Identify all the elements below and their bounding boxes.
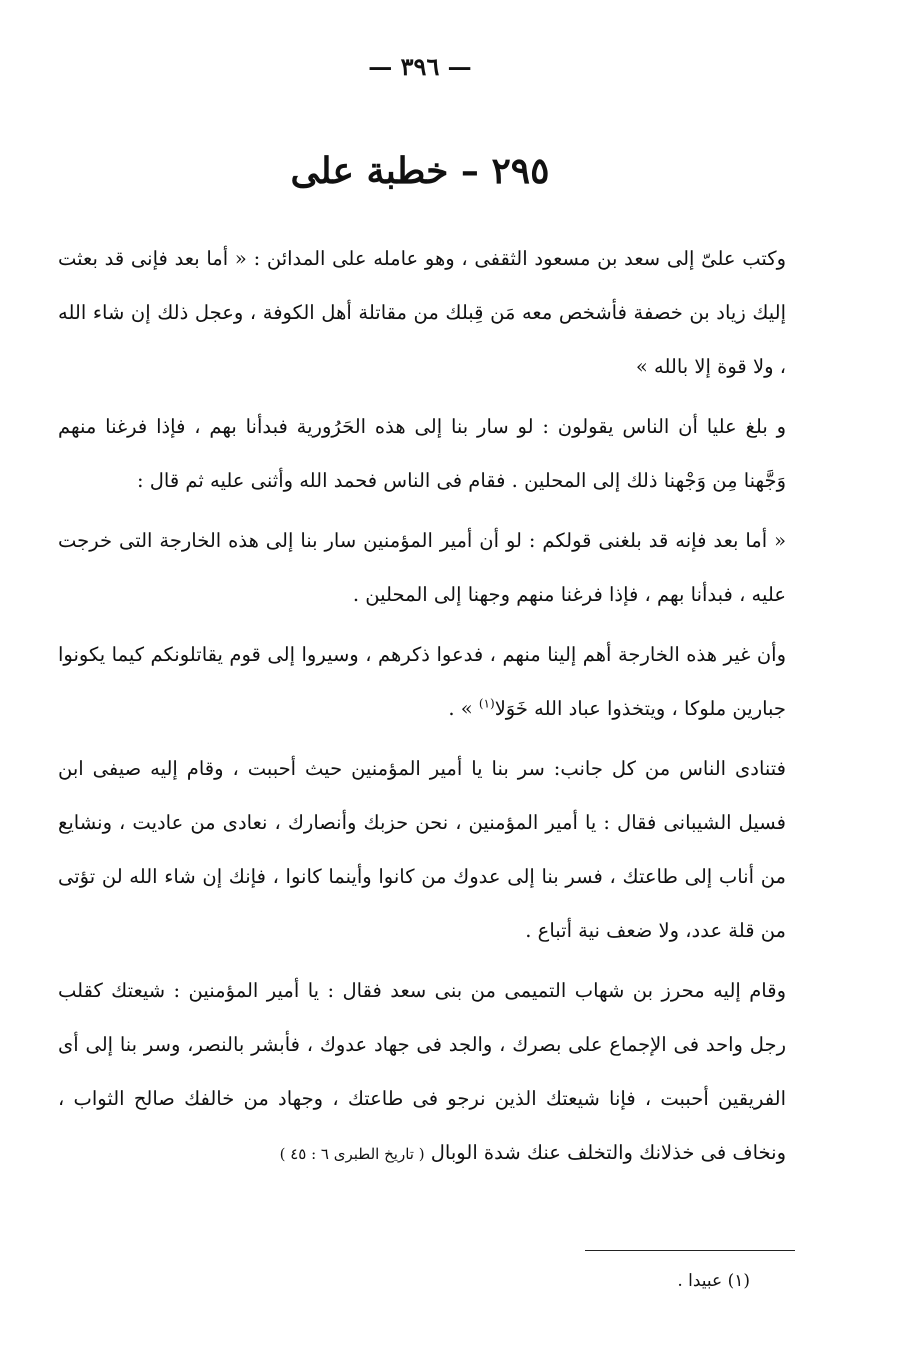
paragraph-report: و بلغ عليا أن الناس يقولون : لو سار بنا إلى هذه الحَرُورية فبدأنا بهم ، فإذا فرغنا منهم وَجَّهنا مِن وَجْهنا ذلك إلى المحلين . فقام فى الناس فحمد الله وأثنى عليه ثم قال : (58, 415, 786, 492)
paragraph-muhriz-text: وقام إليه محرز بن شهاب التميمى من بنى سعد فقال : يا أمير المؤمنين : شيعتك كقلب رجل واحد فى الإجماع على بصرك ، والجد فى جهاد عدوك ، فأبشر بالنصر، وسر بنا إلى أى الفريقين أحببت ، فإنا شيعتك الذين نرجو فى طاعتك ، وجهاد من خالفك صالح الثواب ، ونخاف فى خذلانك والتخلف عنك شدة الوبال (58, 979, 786, 1164)
paragraph-speech-close: » . (448, 697, 479, 720)
paragraph-response-muhriz (58, 964, 786, 1181)
paragraph-response-saifi: فتنادى الناس من كل جانب: سر بنا يا أمير المؤمنين حيث أحببت ، وقام إليه صيفى ابن فسيل الشيبانى فقال : يا أمير المؤمنين ، نحن حزبك وأنصارك ، نعادى من عاديت ، ونشايع من أناب إلى طاعتك ، فسر بنا إلى عدوك من كانوا وأينما كانوا ، فإنك إن شاء الله لن تؤتى من قلة عدد، ولا ضعف نية أتباع . (58, 757, 786, 942)
paragraph-speech-text: وأن غير هذه الخارجة أهم إلينا منهم ، فدعوا ذكرهم ، وسيروا إلى قوم يقاتلونكم كيما يكونوا جبارين ملوكا ، ويتخذوا عباد الله خَوَلا (58, 643, 786, 720)
footnote-divider (585, 1250, 795, 1251)
footnote-reference: (١) (478, 696, 495, 711)
paragraph-speech-continued (58, 628, 786, 736)
body-text (58, 232, 786, 1187)
footnote: (١) عبيدا . (677, 1271, 750, 1291)
chapter-heading: ٢٩٥ – خطبة على (290, 150, 550, 192)
paragraph-letter: وكتب علىّ إلى سعد بن مسعود الثقفى ، وهو عامله على المدائن : « أما بعد فإنى قد بعثت إليك زياد بن خصفة فأشخص معه مَن قِبلك من مقاتلة أهل الكوفة ، وعجل ذلك إن شاء الله ، ولا قوة إلا بالله » (58, 247, 786, 378)
source-citation: ( تاريخ الطبرى ٦ : ٤٥ ) (279, 1145, 425, 1163)
paragraph-speech-opening: « أما بعد فإنه قد بلغنى قولكم : لو أن أمير المؤمنين سار بنا إلى هذه الخارجة التى خرجت عليه ، فبدأنا بهم ، فإذا فرغنا منهم وجهنا إلى المحلين . (58, 529, 786, 606)
page-number: — ٣٩٦ — (368, 52, 472, 81)
